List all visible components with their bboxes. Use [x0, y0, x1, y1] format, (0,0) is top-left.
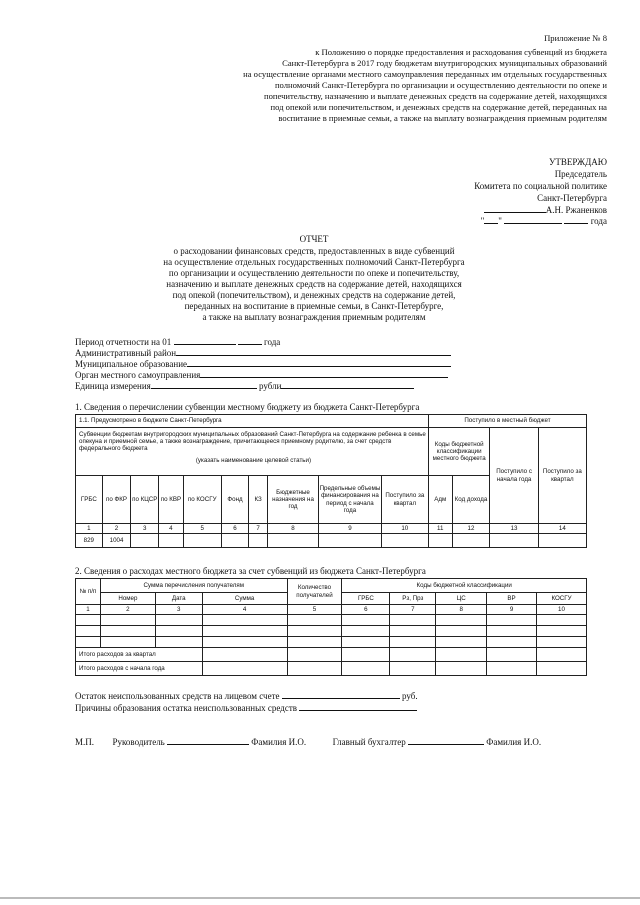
- date-suffix: года: [590, 216, 607, 226]
- section1-number-row: [76, 524, 587, 534]
- subvention-text: Субвенции бюджетам внутригородских муниципальных образований Санкт-Петербурга на содержание ребенка в семье опекуна и приемной семье, а также вознаграждение, причитающееся приемному родителю, за счет средств федерального бюджета: [79, 431, 426, 453]
- col-number: Номер: [100, 593, 155, 605]
- annex-line-7: воспитание в приемные семьи, а также на выплату вознаграждения приемным родителям: [278, 113, 607, 123]
- local-gov-field: [75, 369, 448, 380]
- data-cell[interactable]: [287, 637, 342, 648]
- data-cell[interactable]: [537, 615, 587, 626]
- balance-line: [75, 690, 418, 701]
- report-line-3: по организации и осуществлению деятельности по опеке и попечительству,: [168, 268, 460, 278]
- accountant-signature-input[interactable]: [408, 736, 484, 745]
- period-field: [75, 336, 280, 347]
- data-cell[interactable]: [76, 637, 101, 648]
- col-rz-prz: Рз, Прз: [390, 593, 436, 605]
- annex-line-1: к Положению о порядке предоставления и расходования субвенций из бюджета: [315, 47, 607, 57]
- data-cell[interactable]: [267, 534, 318, 548]
- data-cell[interactable]: [100, 615, 155, 626]
- data-cell[interactable]: [390, 615, 436, 626]
- date-day-blank[interactable]: [484, 215, 498, 224]
- data-cell[interactable]: 1004: [102, 534, 131, 548]
- col-cs: ЦС: [436, 593, 487, 605]
- data-cell[interactable]: [342, 662, 390, 676]
- data-cell[interactable]: [287, 648, 342, 662]
- data-cell[interactable]: [490, 534, 538, 548]
- accountant-name: Фамилия И.О.: [486, 737, 542, 747]
- reasons-label: Причины образования остатка неиспользованных средств: [75, 703, 298, 713]
- data-cell[interactable]: [131, 534, 159, 548]
- district-input[interactable]: [176, 347, 451, 356]
- target-note: (указать наименование целевой статьи): [195, 456, 312, 464]
- approve-name: А.Н. Ржаненков: [545, 205, 607, 215]
- num-cell: 4: [202, 605, 287, 615]
- col-income-code: Код дохода: [452, 476, 490, 524]
- data-cell[interactable]: [287, 662, 342, 676]
- data-cell[interactable]: [287, 626, 342, 637]
- unit-label: Единица измерения: [75, 381, 151, 391]
- balance-input[interactable]: [282, 690, 400, 699]
- data-cell[interactable]: [342, 648, 390, 662]
- data-cell[interactable]: [202, 648, 287, 662]
- data-cell[interactable]: [159, 534, 184, 548]
- total-quarter-row: [76, 648, 587, 662]
- annex-line-3: на осуществление органами местного самоуправления переданных им отдельных государственных: [243, 69, 607, 79]
- col-received-quarter-2: Поступило за квартал: [538, 428, 586, 524]
- report-title: ОТЧЕТ: [299, 234, 329, 244]
- data-cell[interactable]: [76, 615, 101, 626]
- num-cell: 10: [537, 605, 587, 615]
- data-cell[interactable]: [202, 662, 287, 676]
- approve-city: Санкт-Петербурга: [537, 193, 607, 203]
- date-year-blank[interactable]: [564, 215, 588, 224]
- date-quote-open: ": [480, 216, 485, 226]
- date-quote-close: ": [498, 216, 502, 226]
- approve-heading: УТВЕРЖДАЮ: [548, 157, 607, 167]
- data-cell[interactable]: [537, 648, 587, 662]
- reasons-input[interactable]: [299, 702, 417, 711]
- balance-label: Остаток неиспользованных средств на лицевом счете: [75, 691, 280, 701]
- annex-line-2: Санкт-Петербурга в 2017 году бюджетам внутригородских муниципальных образований: [282, 58, 607, 68]
- annex-line-5: попечительству, назначению и выплате денежных средств на содержание детей, находящихся: [264, 91, 607, 101]
- annex-title: Приложение № 8: [544, 33, 607, 43]
- report-line-1: о расходовании финансовых средств, предоставленных в виде субвенций: [173, 246, 455, 256]
- scan-edge-line: [0, 897, 640, 899]
- balance-unit: руб.: [402, 691, 418, 701]
- num-cell: 6: [342, 605, 390, 615]
- period-year-input[interactable]: [238, 336, 262, 345]
- report-line-5: под опекой (попечительством), и денежных средств на содержание детей,: [172, 290, 456, 300]
- data-cell[interactable]: 829: [76, 534, 103, 548]
- col-date: Дата: [155, 593, 202, 605]
- num-cell: 8: [267, 524, 318, 534]
- num-cell: 1: [76, 605, 101, 615]
- total-quarter-label: Итого расходов за квартал: [76, 648, 203, 662]
- date-month-blank[interactable]: [504, 215, 562, 224]
- data-cell[interactable]: [487, 648, 537, 662]
- num-cell: 3: [155, 605, 202, 615]
- period-month-input[interactable]: [174, 336, 236, 345]
- signature-blank[interactable]: [484, 204, 546, 213]
- data-cell[interactable]: [287, 615, 342, 626]
- section2-title: 2. Сведения о расходах местного бюджета за счет субвенций из бюджета Санкт-Петербурга: [75, 566, 426, 576]
- num-cell: 8: [436, 605, 487, 615]
- num-cell: 5: [287, 605, 342, 615]
- municipality-field: [75, 358, 451, 369]
- data-cell[interactable]: [202, 615, 287, 626]
- data-cell[interactable]: [390, 648, 436, 662]
- data-cell[interactable]: [487, 615, 537, 626]
- section1-title: 1. Сведения о перечислении субвенции местному бюджету из бюджета Санкт-Петербурга: [75, 402, 420, 412]
- municipality-input[interactable]: [187, 358, 451, 367]
- col-kcsr: по КЦСР: [131, 476, 159, 524]
- num-cell: 11: [428, 524, 452, 534]
- stamp-label: М.П.: [75, 737, 95, 747]
- data-cell[interactable]: [538, 534, 586, 548]
- annex-line-6: под опекой или попечительством, и денежных средств на содержание детей, переданных на: [270, 102, 607, 112]
- col-kosgu: по КОСГУ: [183, 476, 221, 524]
- planned-header: 1.1. Предусмотрено в бюджете Санкт-Петербурга: [76, 415, 429, 428]
- num-cell: 10: [381, 524, 428, 534]
- num-cell: 5: [183, 524, 221, 534]
- data-cell[interactable]: [342, 615, 390, 626]
- data-cell[interactable]: [390, 662, 436, 676]
- section2-table: [75, 578, 587, 676]
- data-cell[interactable]: [202, 626, 287, 637]
- received-header: Поступило в местный бюджет: [428, 415, 586, 428]
- data-cell[interactable]: [436, 637, 487, 648]
- col-grbs: ГРБС: [76, 476, 103, 524]
- data-cell[interactable]: [342, 626, 390, 637]
- num-cell: 12: [452, 524, 490, 534]
- municipality-label: Муниципальное образование: [75, 359, 188, 369]
- approve-committee: Комитета по социальной политике: [474, 181, 607, 191]
- data-cell[interactable]: [155, 626, 202, 637]
- data-cell[interactable]: [487, 662, 537, 676]
- table-row: [76, 637, 587, 648]
- data-cell[interactable]: [537, 637, 587, 648]
- col-budget-year: Бюджетные назначения на год: [267, 476, 318, 524]
- report-line-6: переданных на воспитание в приемные семьи, в Санкт-Петербурге,: [184, 301, 444, 311]
- data-cell[interactable]: [452, 534, 490, 548]
- num-cell: 2: [102, 524, 131, 534]
- col-fond: Фонд: [221, 476, 249, 524]
- report-line-7: а также на выплату вознаграждения приемным родителям: [202, 312, 426, 322]
- col-vr: ВР: [487, 593, 537, 605]
- col-kz: КЗ: [249, 476, 267, 524]
- col-kvr: по КВР: [159, 476, 184, 524]
- sum-transferred-header: Сумма перечисления получателям: [100, 579, 287, 593]
- table-row: [76, 626, 587, 637]
- unit-blank: [151, 380, 257, 389]
- approve-position: Председатель: [554, 169, 607, 179]
- col-sum: Сумма: [202, 593, 287, 605]
- recipients-count-header: Количество получателей: [287, 579, 342, 605]
- annex-line-4: полномочий Санкт-Петербурга по организации и осуществлению деятельности по опеке и: [274, 80, 607, 90]
- num-cell: 1: [76, 524, 103, 534]
- num-cell: 7: [390, 605, 436, 615]
- num-cell: 9: [487, 605, 537, 615]
- data-cell[interactable]: [436, 615, 487, 626]
- data-cell[interactable]: [537, 626, 587, 637]
- data-cell[interactable]: [249, 534, 267, 548]
- col-limit: Предельные объемы финансирования на период с начала года: [319, 476, 382, 524]
- col-fkr: по ФКР: [102, 476, 131, 524]
- num-cell: 13: [490, 524, 538, 534]
- num-cell: 9: [319, 524, 382, 534]
- report-line-4: назначению и выплате денежных средств на содержание детей, находящихся: [166, 279, 462, 289]
- section2-number-row: [76, 605, 587, 615]
- unit-value: рубли: [259, 381, 282, 391]
- approve-signature-line: [484, 204, 607, 215]
- report-line-2: на осуществление отдельных государственных полномочий Санкт-Петербурга: [163, 257, 465, 267]
- head-name: Фамилия И.О.: [251, 737, 307, 747]
- data-cell[interactable]: [76, 626, 101, 637]
- num-cell: 7: [249, 524, 267, 534]
- data-cell[interactable]: [436, 648, 487, 662]
- data-cell[interactable]: [100, 626, 155, 637]
- data-cell[interactable]: [537, 662, 587, 676]
- district-field: [75, 347, 451, 358]
- head-signature-input[interactable]: [167, 736, 249, 745]
- section1-table: [75, 414, 587, 548]
- col-kosgu-2: КОСГУ: [537, 593, 587, 605]
- data-cell[interactable]: [342, 637, 390, 648]
- period-suffix: года: [264, 337, 281, 347]
- head-label: Руководитель: [112, 737, 165, 747]
- district-label: Административный район: [75, 348, 177, 358]
- data-cell[interactable]: [221, 534, 249, 548]
- approve-date-line: [481, 215, 607, 226]
- accountant-label: Главный бухгалтер: [332, 737, 406, 747]
- col-num: № п/п: [76, 579, 101, 605]
- num-cell: 6: [221, 524, 249, 534]
- data-cell[interactable]: [436, 626, 487, 637]
- subvention-cell: [76, 428, 429, 476]
- data-cell[interactable]: [390, 637, 436, 648]
- data-cell[interactable]: [381, 534, 428, 548]
- data-cell[interactable]: [390, 626, 436, 637]
- num-cell: 3: [131, 524, 159, 534]
- data-cell[interactable]: [202, 637, 287, 648]
- signatures-line: [75, 736, 541, 747]
- data-cell[interactable]: [436, 662, 487, 676]
- total-year-row: [76, 662, 587, 676]
- data-cell[interactable]: [155, 615, 202, 626]
- section1-data-row: [76, 534, 587, 548]
- num-cell: 4: [159, 524, 184, 534]
- data-cell[interactable]: [487, 637, 537, 648]
- col-received-quarter: Поступило за квартал: [381, 476, 428, 524]
- num-cell: 14: [538, 524, 586, 534]
- data-cell[interactable]: [487, 626, 537, 637]
- data-cell[interactable]: [155, 637, 202, 648]
- total-year-label: Итого расходов с начала года: [76, 662, 203, 676]
- reasons-line: [75, 702, 417, 713]
- unit-field: [75, 380, 414, 391]
- local-gov-label: Орган местного самоуправления: [75, 370, 201, 380]
- data-cell[interactable]: [100, 637, 155, 648]
- data-cell[interactable]: [183, 534, 221, 548]
- table-row: [76, 615, 587, 626]
- col-adm: Адм: [428, 476, 452, 524]
- data-cell[interactable]: [319, 534, 382, 548]
- codes-header-2: Коды бюджетной классификации: [342, 579, 587, 593]
- local-gov-input[interactable]: [200, 369, 448, 378]
- col-received-year: Поступило с начала года: [490, 428, 538, 524]
- num-cell: 2: [100, 605, 155, 615]
- period-label: Период отчетности на 01: [75, 337, 172, 347]
- unit-blank-2: [281, 380, 414, 389]
- col-grbs-2: ГРБС: [342, 593, 390, 605]
- data-cell[interactable]: [428, 534, 452, 548]
- codes-header: Коды бюджетной классификации местного бюджета: [428, 428, 490, 476]
